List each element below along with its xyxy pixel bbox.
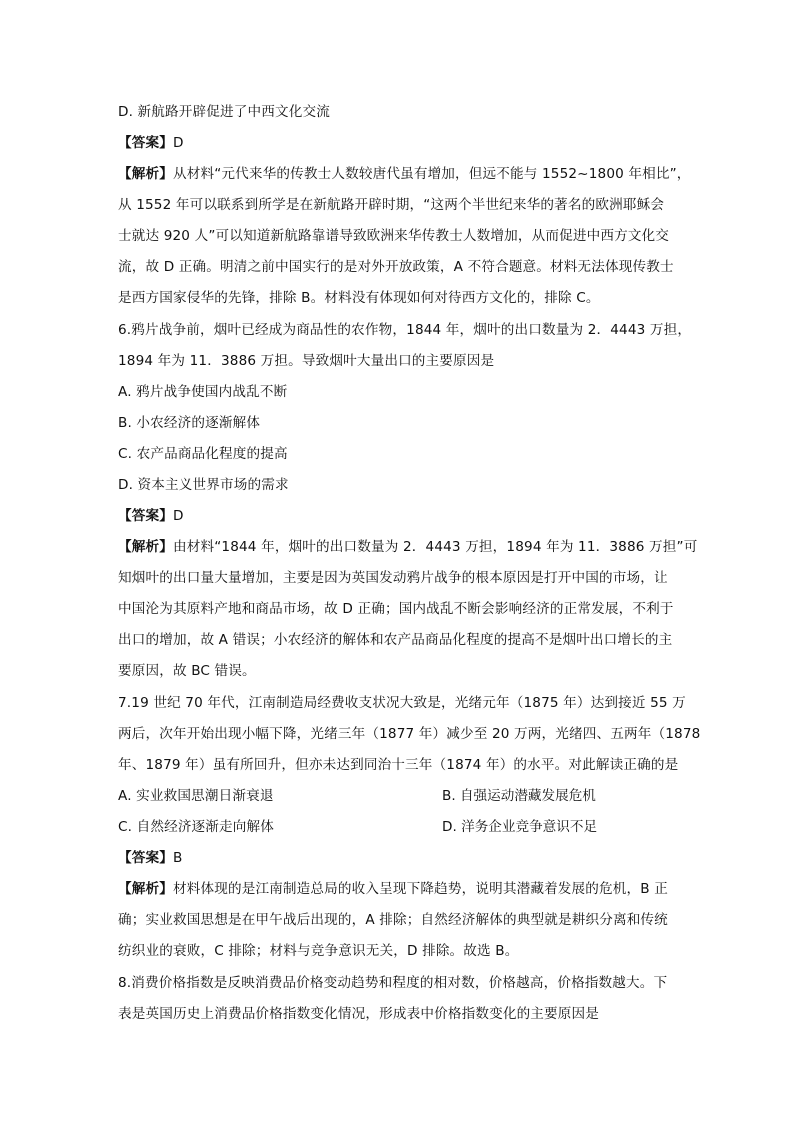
q6-analysis-line — [118, 537, 697, 557]
q7-option-b: B. 自强运动潜藏发展危机 — [442, 788, 596, 804]
answer-value: D — [172, 508, 184, 524]
answer-label: 【答案】 — [118, 850, 173, 866]
q6-option-a: A. 鸦片战争使国内战乱不断 — [118, 384, 288, 400]
analysis-label: 【解析】 — [118, 166, 173, 182]
q7-analysis-line — [118, 879, 668, 899]
q5-analysis-line: 从 1552 年可以联系到所学是在新航路开辟时期，“这两个半世纪来华的著名的欧洲耶稣会 — [118, 197, 665, 213]
q6-stem-line: 6.鸦片战争前，烟叶已经成为商品性的农作物，1844 年，烟叶的出口数量为 2．4443 万担， — [118, 322, 692, 338]
answer-value: B — [172, 850, 183, 866]
q7-stem-line: 两后，次年开始出现小幅下降，光绪三年（1877 年）减少至 20 万两，光绪四、五两年（1878 — [118, 726, 701, 742]
answer-label: 【答案】 — [118, 135, 173, 151]
analysis-text: 由材料“1844 年，烟叶的出口数量为 2．4443 万担，1894 年为 11．3886 万担”可 — [172, 539, 698, 555]
q5-analysis-line: 士就达 920 人”可以知道新航路靠谱导致欧洲来华传教士人数增加，从而促进中西方文化交 — [118, 228, 670, 244]
q7-stem-line: 7.19 世纪 70 年代，江南制造局经费收支状况大致是，光绪元年（1875 年）达到接近 55 万 — [118, 695, 686, 711]
q7-option-c: C. 自然经济逐渐走向解体 — [118, 819, 275, 835]
analysis-label: 【解析】 — [118, 539, 173, 555]
q8-stem-line: 表是英国历史上消费品价格指数变化情况，形成表中价格指数变化的主要原因是 — [118, 1006, 600, 1022]
analysis-label: 【解析】 — [118, 881, 173, 897]
q5-answer — [118, 133, 184, 153]
q6-answer — [118, 506, 184, 526]
q7-option-a: A. 实业救国思潮日渐衰退 — [118, 788, 274, 804]
q5-option-d: D. 新航路开辟促进了中西文化交流 — [118, 104, 330, 120]
q6-option-c: C. 农产品商品化程度的提高 — [118, 446, 288, 462]
q6-option-b: B. 小农经济的逐渐解体 — [118, 415, 261, 431]
answer-label: 【答案】 — [118, 508, 173, 524]
q5-analysis-line — [118, 164, 691, 184]
q8-stem-line: 8.消费价格指数是反映消费品价格变动趋势和程度的相对数，价格越高，价格指数越大。下 — [118, 975, 668, 991]
q7-answer — [118, 848, 182, 868]
q7-analysis-line: 纺织业的衰败，C 排除；材料与竞争意识无关，D 排除。故选 B。 — [118, 943, 519, 959]
q6-stem-line: 1894 年为 11．3886 万担。导致烟叶大量出口的主要原因是 — [118, 353, 495, 369]
q6-option-d: D. 资本主义世界市场的需求 — [118, 477, 289, 493]
answer-value: D — [172, 135, 184, 151]
q6-analysis-line: 要原因，故 BC 错误。 — [118, 663, 256, 679]
q6-analysis-line: 中国沦为其原料产地和商品市场，故 D 正确；国内战乱不断会影响经济的正常发展，不利于 — [118, 601, 674, 617]
q5-analysis-line: 是西方国家侵华的先锋，排除 B。材料没有体现如何对待西方文化的，排除 C。 — [118, 290, 600, 306]
analysis-text: 材料体现的是江南制造总局的收入呈现下降趋势，说明其潜藏着发展的危机，B 正 — [172, 881, 668, 897]
q5-analysis-line: 流，故 D 正确。明清之前中国实行的是对外开放政策，A 不符合题意。材料无法体现传教士 — [118, 259, 674, 275]
q7-analysis-line: 确；实业救国思想是在甲午战后出现的，A 排除；自然经济解体的典型就是耕织分离和传统 — [118, 912, 668, 928]
q6-analysis-line: 出口的增加，故 A 错误；小农经济的解体和农产品商品化程度的提高不是烟叶出口增长的主 — [118, 632, 673, 648]
q7-stem-line: 年、1879 年）虽有所回升，但亦未达到同治十三年（1874 年）的水平。对此解读正确的是 — [118, 757, 679, 773]
q6-analysis-line: 知烟叶的出口量大量增加，主要是因为英国发动鸦片战争的根本原因是打开中国的市场，让 — [118, 570, 668, 586]
q7-option-d: D. 洋务企业竞争意识不足 — [442, 819, 598, 835]
analysis-text: 从材料“元代来华的传教士人数较唐代虽有增加，但远不能与 1552~1800 年相比”， — [172, 166, 691, 182]
